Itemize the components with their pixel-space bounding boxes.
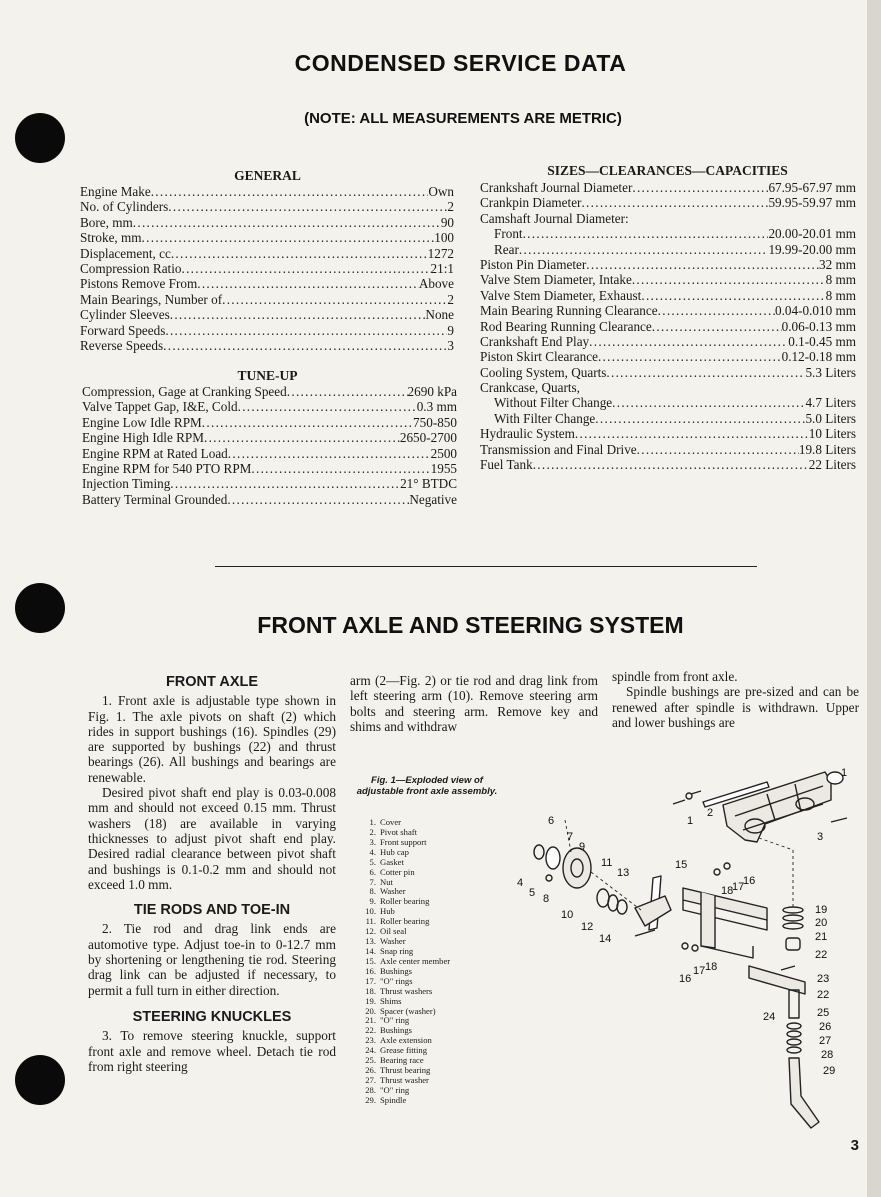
spec-label: Compression Ratio [80,260,182,276]
column-1 [88,672,336,1074]
spec-value: 0.1-0.45 mm [788,333,856,349]
spec-value: 19.8 Liters [798,441,856,457]
legend-label: Thrust bearing [380,1065,431,1076]
legend-label: Oil seal [380,926,407,937]
sizes-row [480,211,856,226]
spec-value: 67.95-67.97 mm [768,180,856,195]
legend-number: 21. [365,1015,376,1026]
svg-text:12: 12 [581,921,594,933]
svg-text:22: 22 [817,989,830,1001]
dot-leader [228,446,431,461]
legend-label: Pivot shaft [380,826,418,837]
legend-label: Snap ring [380,945,414,956]
spec-label: Without Filter Change [494,395,613,411]
legend-label: Spindle [380,1094,407,1105]
spec-value: 2 [447,199,454,215]
spec-value: 8 mm [825,287,856,303]
dot-leader [171,246,428,261]
dot-leader [658,303,775,318]
spec-value: 90 [440,214,454,230]
spec-label: Rear [494,241,519,257]
sizes-row [480,319,856,334]
legend-label: Shims [380,995,402,1006]
svg-text:1: 1 [687,815,694,827]
spec-label: Piston Pin Diameter [480,256,587,272]
legend-label: "O" rings [380,975,413,986]
spec-value: 21:1 [430,260,454,276]
svg-text:11: 11 [601,857,613,869]
legend-number: 1. [369,817,376,827]
paragraph-steering-knuckles: 3. To remove steering knuckle, support front axle and remove wheel. Detach tie rod from right steering [88,1028,336,1074]
general-row [80,338,454,353]
spec-label: Main Bearings, Number of [80,291,223,307]
legend-label: Front support [380,836,427,847]
tuneup-row [82,476,457,491]
dot-leader [581,195,768,210]
general-row [80,230,454,245]
spec-value: Above [418,276,454,292]
spec-label: Rod Bearing Running Clearance [480,318,652,334]
spec-value: 59.95-59.97 mm [768,195,856,211]
svg-text:19: 19 [815,904,828,916]
general-row [80,292,454,307]
dot-leader [165,323,447,338]
dot-leader [222,292,447,307]
spec-label: Crankcase, Quarts, [480,380,580,396]
svg-text:13: 13 [617,867,630,879]
dot-leader [595,411,805,426]
binder-hole-bottom [15,1055,65,1105]
svg-text:28: 28 [821,1049,834,1061]
dot-leader [238,399,417,414]
dot-leader [181,261,430,276]
legend-label: Bushings [380,1025,412,1036]
svg-text:25: 25 [817,1007,830,1019]
sizes-row [480,426,856,441]
dot-leader [519,242,769,257]
dot-leader [163,338,447,353]
paragraph-tie-rods: 2. Tie rod and drag link ends are automotive type. Adjust toe-in to 0-12.7 mm by shortening or lengthening tie rod. Steering drag link can be adjusted if necessary, to permit a full turn in either direction. [88,921,336,998]
paragraph-spindle: spindle from front axle. [612,669,738,684]
dot-leader [204,430,400,445]
legend-number: 27. [365,1074,376,1085]
sizes-row [480,303,856,318]
dot-leader [523,226,769,241]
legend-number: 16. [365,965,376,976]
svg-text:14: 14 [599,933,612,945]
svg-text:26: 26 [819,1021,832,1033]
tie-rods-heading: TIE RODS AND TOE-IN [133,902,291,919]
tuneup-row [82,384,457,399]
legend-label: Bearing race [380,1055,424,1066]
front-axle-steering-title: FRONT AXLE AND STEERING SYSTEM [257,612,684,638]
spec-label: Valve Stem Diameter, Exhaust [480,287,642,303]
spec-value: 0.3 mm [416,399,457,415]
legend-number: 3. [369,836,376,847]
legend-number: 9. [369,896,376,907]
legend-label: Axle center member [380,955,451,966]
legend-number: 22. [365,1025,376,1036]
svg-text:18: 18 [721,885,734,897]
sizes-row [480,288,856,303]
legend-number: 19. [365,995,376,1006]
legend-label: Washer [380,886,406,897]
dot-leader [133,215,441,230]
spec-label: Stroke, mm [80,230,142,246]
sizes-spec-list [480,180,856,472]
sizes-row [480,365,856,380]
legend-number: 6. [369,866,376,877]
spec-value: 2650-2700 [399,430,457,446]
spec-label: Engine Make [80,184,151,199]
legend-number: 18. [365,985,376,996]
svg-text:1: 1 [841,767,848,779]
legend-label: Roller bearing [380,916,430,927]
sizes-row [480,257,856,272]
dot-leader [168,199,447,214]
page-edge [867,0,881,1197]
svg-text:22: 22 [815,949,828,961]
page-number: 3 [850,1137,859,1154]
svg-text:17: 17 [732,881,745,893]
spec-label: Reverse Speeds [80,337,164,353]
dot-leader [170,476,400,491]
dot-leader [227,492,409,507]
condensed-service-data-title: CONDENSED SERVICE DATA [294,50,627,76]
exploded-axle-diagram [505,760,855,1135]
spec-label: Compression, Gage at Cranking Speed [82,384,287,399]
spec-label: Piston Skirt Clearance [480,349,598,365]
spec-label: Pistons Remove From [80,276,198,292]
legend-number: 14. [365,945,376,956]
legend-label: Bushings [380,965,412,976]
spec-value: Own [428,184,454,199]
spec-label: Hydraulic System [480,426,575,442]
svg-text:27: 27 [819,1035,832,1047]
general-row [80,307,454,322]
dot-leader [170,307,426,322]
spec-value: 3 [447,337,454,353]
dot-leader [641,288,825,303]
legend-number: 17. [365,975,376,986]
legend-label: Hub [380,906,395,917]
legend-label: "O" ring [380,1015,410,1026]
dot-leader [575,426,809,441]
tuneup-row [82,492,457,507]
svg-text:3: 3 [817,831,824,843]
spec-value: 10 Liters [808,426,856,442]
spec-label: Crankshaft Journal Diameter [480,180,633,195]
svg-text:29: 29 [823,1065,836,1077]
legend-number: 7. [369,876,376,887]
legend-label: Spacer (washer) [380,1005,436,1016]
spec-label: Main Bearing Running Clearance [480,303,658,319]
svg-text:24: 24 [763,1011,776,1023]
spec-value: 32 mm [819,256,856,272]
svg-text:16: 16 [679,973,692,985]
spec-label: With Filter Change [494,410,596,426]
spec-label: Camshaft Journal Diameter: [480,210,629,226]
spec-value: None [425,307,454,323]
sizes-row [480,180,856,195]
spec-value: 8 mm [825,272,856,288]
general-row [80,323,454,338]
svg-text:4: 4 [517,877,524,889]
legend-label: Cover [380,817,402,827]
legend-number: 13. [365,936,376,947]
svg-text:10: 10 [561,909,574,921]
legend-label: Thrust washer [380,1074,429,1085]
spec-label: Engine Low Idle RPM [82,414,202,430]
dot-leader [580,380,856,395]
sizes-row [480,457,856,472]
figure-caption: Fig. 1—Exploded view of adjustable front axle assembly. [356,775,498,797]
spec-value: 9 [447,322,454,338]
general-row [80,276,454,291]
tuneup-spec-list [82,384,457,507]
legend-label: Nut [380,876,393,887]
dot-leader [142,230,435,245]
legend-number: 29. [365,1094,376,1105]
general-heading: GENERAL [234,168,301,183]
legend-label: Hub cap [380,846,409,857]
dot-leader [202,415,413,430]
dot-leader [151,184,429,199]
legend-number: 12. [365,926,376,937]
sizes-row [480,442,856,457]
spec-label: Crankpin Diameter [480,195,582,211]
legend-label: Axle extension [380,1035,432,1046]
dot-leader [629,211,856,226]
svg-text:9: 9 [579,841,586,853]
general-row [80,246,454,261]
legend-item [360,1096,450,1106]
legend-number: 23. [365,1035,376,1046]
spec-label: Cooling System, Quarts [480,364,607,380]
spec-label: Forward Speeds [80,322,166,338]
legend-number: 2. [369,826,376,837]
tuneup-row [82,430,457,445]
spec-value: 2690 kPa [407,384,457,399]
dot-leader [598,349,782,364]
dot-leader [287,384,408,399]
dot-leader [652,319,782,334]
general-row [80,261,454,276]
legend-number: 10. [365,906,376,917]
spec-value: 2500 [430,445,457,461]
sizes-row [480,411,856,426]
dot-leader [632,272,826,287]
spec-value: Negative [409,491,457,507]
column-3 [612,669,859,730]
dot-leader [637,442,799,457]
legend-label: Washer [380,936,406,947]
svg-text:16: 16 [743,875,756,887]
legend-label: Cotter pin [380,866,415,877]
dot-leader [589,334,788,349]
spec-label: Transmission and Final Drive [480,441,637,457]
spec-label: Engine RPM at Rated Load [82,445,228,461]
spec-value: 19.99-20.00 mm [768,241,856,257]
dot-leader [632,180,768,195]
dot-leader [533,457,809,472]
spec-label: Front [494,226,523,242]
spec-value: 1272 [427,245,454,261]
spec-value: 0.04-0.010 mm [775,303,856,319]
general-row [80,215,454,230]
legend-number: 24. [365,1045,376,1056]
paragraph-end-play: Desired pivot shaft end play is 0.03-0.008 mm and should not exceed 0.15 mm. Thrust washers (18) are available in varying thicknesses to adjust pivot shaft end play. Desired radial clearance between pivot shaft and bushings is 0.1-0.2 mm and should not exceed 1.0 mm. [88,785,336,892]
dot-leader [251,461,430,476]
dot-leader [586,257,819,272]
spec-value: 20.00-20.01 mm [768,226,856,242]
legend-label: "O" ring [380,1084,410,1095]
sizes-row [480,395,856,410]
paragraph-bushings: Spindle bushings are pre-sized and can be renewed after spindle is withdrawn. Upper and lower bushings are [612,684,859,730]
general-row [80,184,454,199]
sizes-row [480,195,856,210]
legend-number: 15. [365,955,376,966]
sizes-row [480,380,856,395]
legend-label: Roller bearing [380,896,430,907]
spec-value: 22 Liters [808,457,856,473]
dot-leader [197,276,419,291]
spec-value: 100 [434,230,454,246]
legend-number: 26. [365,1065,376,1076]
figure-legend [360,818,450,1106]
legend-number: 20. [365,1005,376,1016]
spec-label: Valve Tappet Gap, I&E, Cold [82,399,238,415]
spec-value: 21° BTDC [400,476,457,492]
spec-value: 750-850 [413,414,457,430]
spec-label: Crankshaft End Play [480,333,590,349]
spec-value: 0.12-0.18 mm [781,349,856,365]
legend-number: 8. [369,886,376,897]
svg-text:7: 7 [567,831,574,843]
paragraph-steering-arm: arm (2—Fig. 2) or tie rod and drag link from left steering arm (10). Remove steering arm bolts and steering arm. Remove key and shims and withdraw [350,673,598,734]
sizes-row [480,272,856,287]
spec-label: Valve Stem Diameter, Intake [480,272,632,288]
spec-label: Fuel Tank [480,457,533,473]
general-spec-list [80,184,454,353]
front-axle-heading: FRONT AXLE [165,674,259,690]
legend-number: 25. [365,1055,376,1066]
svg-text:21: 21 [815,931,828,943]
sizes-row [480,334,856,349]
svg-text:6: 6 [548,815,555,827]
spec-value: 2 [447,291,454,307]
svg-text:2: 2 [707,807,714,819]
legend-number: 4. [369,846,376,857]
spec-label: Cylinder Sleeves [80,307,170,323]
steering-knuckles-heading: STEERING KNUCKLES [132,1008,292,1025]
svg-text:5: 5 [529,887,536,899]
legend-label: Gasket [380,856,404,867]
spec-label: Engine High Idle RPM [82,430,204,446]
column-2 [350,673,598,734]
dot-leader [612,395,805,410]
tuneup-heading: TUNE-UP [237,368,298,383]
paragraph-front-axle: 1. Front axle is adjustable type shown in Fig. 1. The axle pivots on shaft (2) which rides in support bushings (16). Spindles (29) are supported by bushings (22) and thrust bearings (26). All bushings and bearings are renewable. [88,693,336,785]
sizes-row [480,226,856,241]
svg-text:20: 20 [815,917,828,929]
svg-text:17: 17 [693,965,706,977]
section-divider [215,566,757,567]
sizes-heading: SIZES—CLEARANCES—CAPACITIES [547,163,788,178]
legend-number: 11. [365,916,376,927]
spec-label: Injection Timing [82,476,171,492]
spec-value: 5.0 Liters [805,410,856,426]
spec-label: Engine RPM for 540 PTO RPM [82,460,252,476]
metric-note: (NOTE: ALL MEASUREMENTS ARE METRIC) [304,110,622,127]
legend-label: Thrust washers [380,985,433,996]
svg-text:18: 18 [705,961,718,973]
legend-label: Grease fitting [380,1045,428,1056]
legend-number: 28. [365,1084,376,1095]
spec-value: 0.06-0.13 mm [781,318,856,334]
tuneup-row [82,461,457,476]
legend-number: 5. [369,856,376,867]
tuneup-row [82,446,457,461]
spec-value: 5.3 Liters [805,364,856,380]
dot-leader [606,365,805,380]
general-row [80,199,454,214]
spec-label: Bore, mm [80,214,133,230]
spec-label: No. of Cylinders [80,199,169,215]
svg-text:15: 15 [675,859,688,871]
svg-text:8: 8 [543,893,550,905]
tuneup-row [82,399,457,414]
spec-value: 1955 [430,460,457,476]
tuneup-row [82,415,457,430]
svg-text:23: 23 [817,973,830,985]
spec-label: Battery Terminal Grounded [82,491,228,507]
spec-label: Displacement, cc [80,245,171,261]
sizes-row [480,349,856,364]
sizes-row [480,242,856,257]
spec-value: 4.7 Liters [805,395,856,411]
